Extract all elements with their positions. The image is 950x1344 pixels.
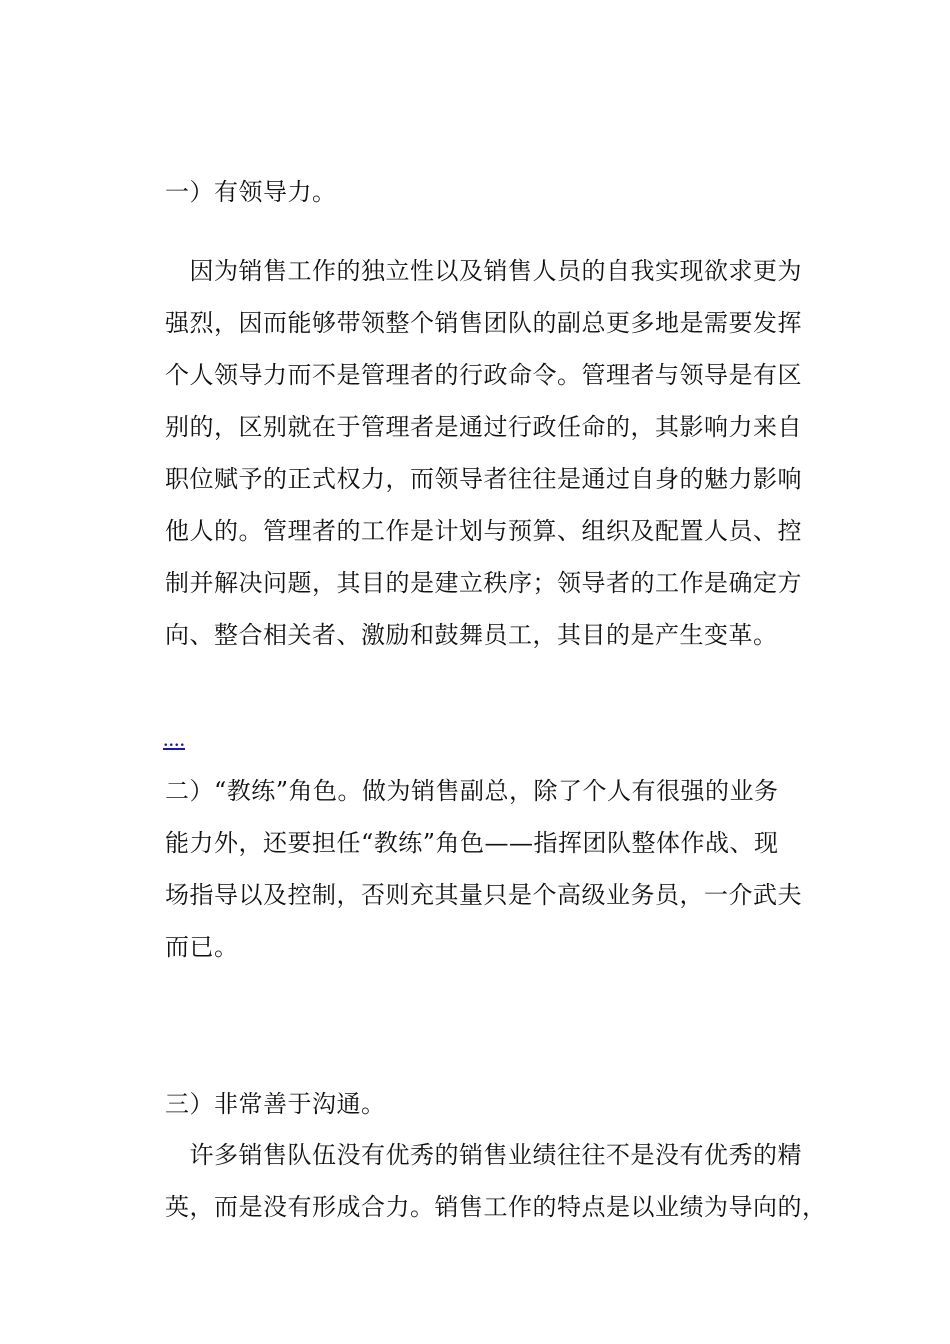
section1-line-8: 向、整合相关者、激励和鼓舞员工，其目的是产生变革。 xyxy=(165,621,778,649)
section1-line-2: 强烈，因而能够带领整个销售团队的副总更多地是需要发挥 xyxy=(165,309,802,337)
section3-heading: 三）非常善于沟通。 xyxy=(165,1090,386,1118)
section1-line-3: 个人领导力而不是管理者的行政命令。管理者与领导是有区 xyxy=(165,361,802,389)
section3-line-2: 英，而是没有形成合力。销售工作的特点是以业绩为导向的， xyxy=(165,1193,827,1221)
section1-line-5: 职位赋予的正式权力，而领导者往往是通过自身的魅力影响 xyxy=(165,465,802,493)
section1-heading: 一）有领导力。 xyxy=(165,178,337,206)
section1-line-6: 他人的。管理者的工作是计划与预算、组织及配置人员、控 xyxy=(165,517,802,545)
section2-line-1: 二）“教练”角色。做为销售副总，除了个人有很强的业务 xyxy=(165,777,779,805)
section3-line-1: 许多销售队伍没有优秀的销售业绩往往不是没有优秀的精 xyxy=(165,1141,802,1169)
more-link[interactable]: .... xyxy=(163,726,185,751)
section1-line-1: 因为销售工作的独立性以及销售人员的自我实现欲求更为 xyxy=(165,257,802,285)
section2-line-2: 能力外，还要担任“教练”角色——指挥团队整体作战、现 xyxy=(165,829,779,857)
section2-line-4: 而已。 xyxy=(165,933,239,961)
section2-line-3: 场指导以及控制，否则充其量只是个高级业务员，一介武夫 xyxy=(165,881,802,909)
section1-line-4: 别的，区别就在于管理者是通过行政任命的，其影响力来自 xyxy=(165,413,802,441)
section1-line-7: 制并解决问题，其目的是建立秩序；领导者的工作是确定方 xyxy=(165,569,802,597)
